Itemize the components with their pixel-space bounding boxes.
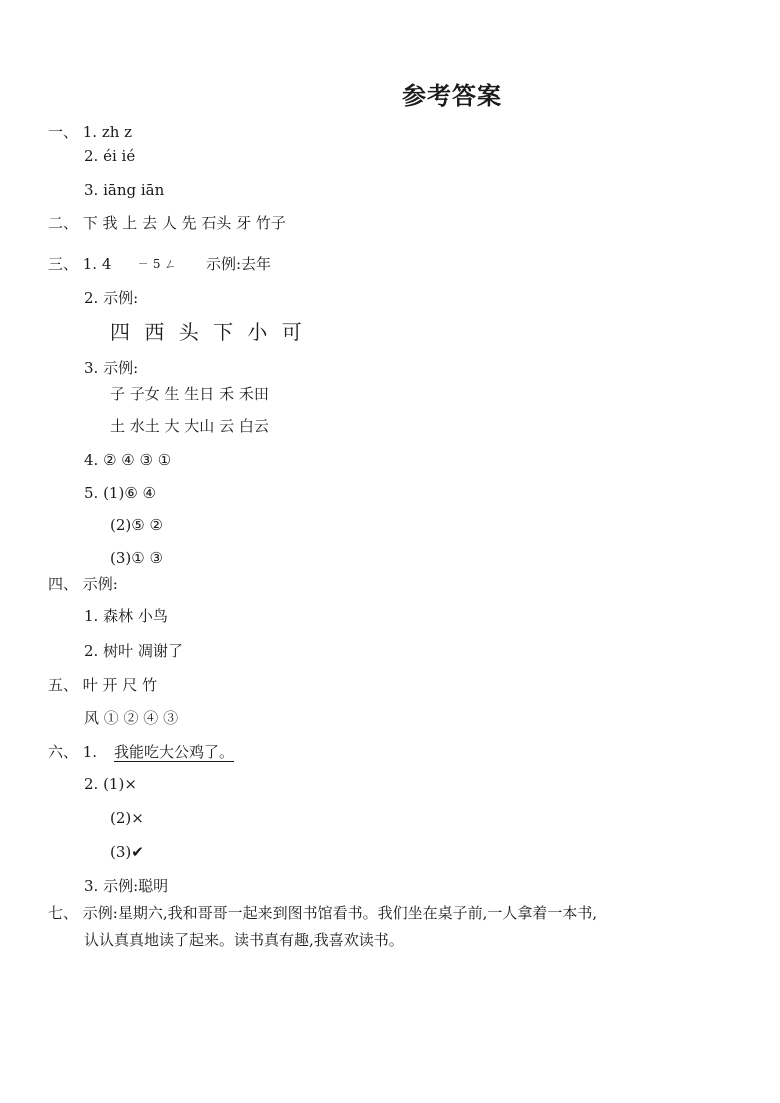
answer-6-1-number: 六、 1. (48, 743, 98, 761)
answer-4-2: 2. 树叶 凋谢了 (84, 642, 183, 660)
answer-5: 五、 叶 开 尺 竹 (48, 676, 158, 694)
answer-6-1-sentence: 我能吃大公鸡了。 (114, 743, 235, 761)
answer-3-5-1: 5. (1)⑥ ④ (84, 484, 156, 502)
answer-3-5-3: (3)① ③ (110, 549, 163, 567)
answer-6-3: 3. 示例:聪明 (84, 877, 169, 895)
answer-6-2-2: (2)× (110, 809, 144, 827)
answer-5-2: 风 ① ② ④ ③ (84, 709, 179, 727)
answer-3-1-strokes: ㄧ 5 ㄥ (137, 257, 177, 271)
answer-3-3-row-1: 子 子女 生 生日 禾 禾田 (110, 385, 269, 403)
answer-2: 二、 下 我 上 去 人 先 石头 牙 竹子 (48, 214, 286, 232)
answer-4: 四、 示例: (48, 575, 118, 593)
answer-1-2: 2. éi ié (84, 147, 136, 165)
answer-3-1-example: 示例:去年 (206, 255, 272, 273)
answer-3-1: 三、 1. 4 (48, 255, 112, 273)
answer-3-5-2: (2)⑤ ② (110, 516, 163, 534)
answer-6-2-3: (3)✔ (110, 843, 144, 861)
answer-1-3: 3. iāng iān (84, 181, 165, 199)
answer-3-2-characters: 四 西 头 下 小 可 (110, 320, 306, 344)
answer-3-2: 2. 示例: (84, 289, 139, 307)
page-title: 参考答案 (402, 82, 502, 110)
answer-3-4: 4. ② ④ ③ ① (84, 451, 172, 469)
answer-4-1: 1. 森林 小鸟 (84, 607, 168, 625)
answer-3-3: 3. 示例: (84, 359, 139, 377)
answer-7-line-2: 认认真真地读了起来。读书真有趣,我喜欢读书。 (84, 931, 404, 949)
answer-6-2-1: 2. (1)× (84, 775, 137, 793)
answer-3-3-row-2: 土 水土 大 大山 云 白云 (110, 417, 269, 435)
answer-1-1: 一、 1. zh z (48, 123, 133, 141)
answer-7-line-1: 七、 示例:星期六,我和哥哥一起来到图书馆看书。我们坐在桌子前,一人拿着一本书, (48, 904, 598, 922)
